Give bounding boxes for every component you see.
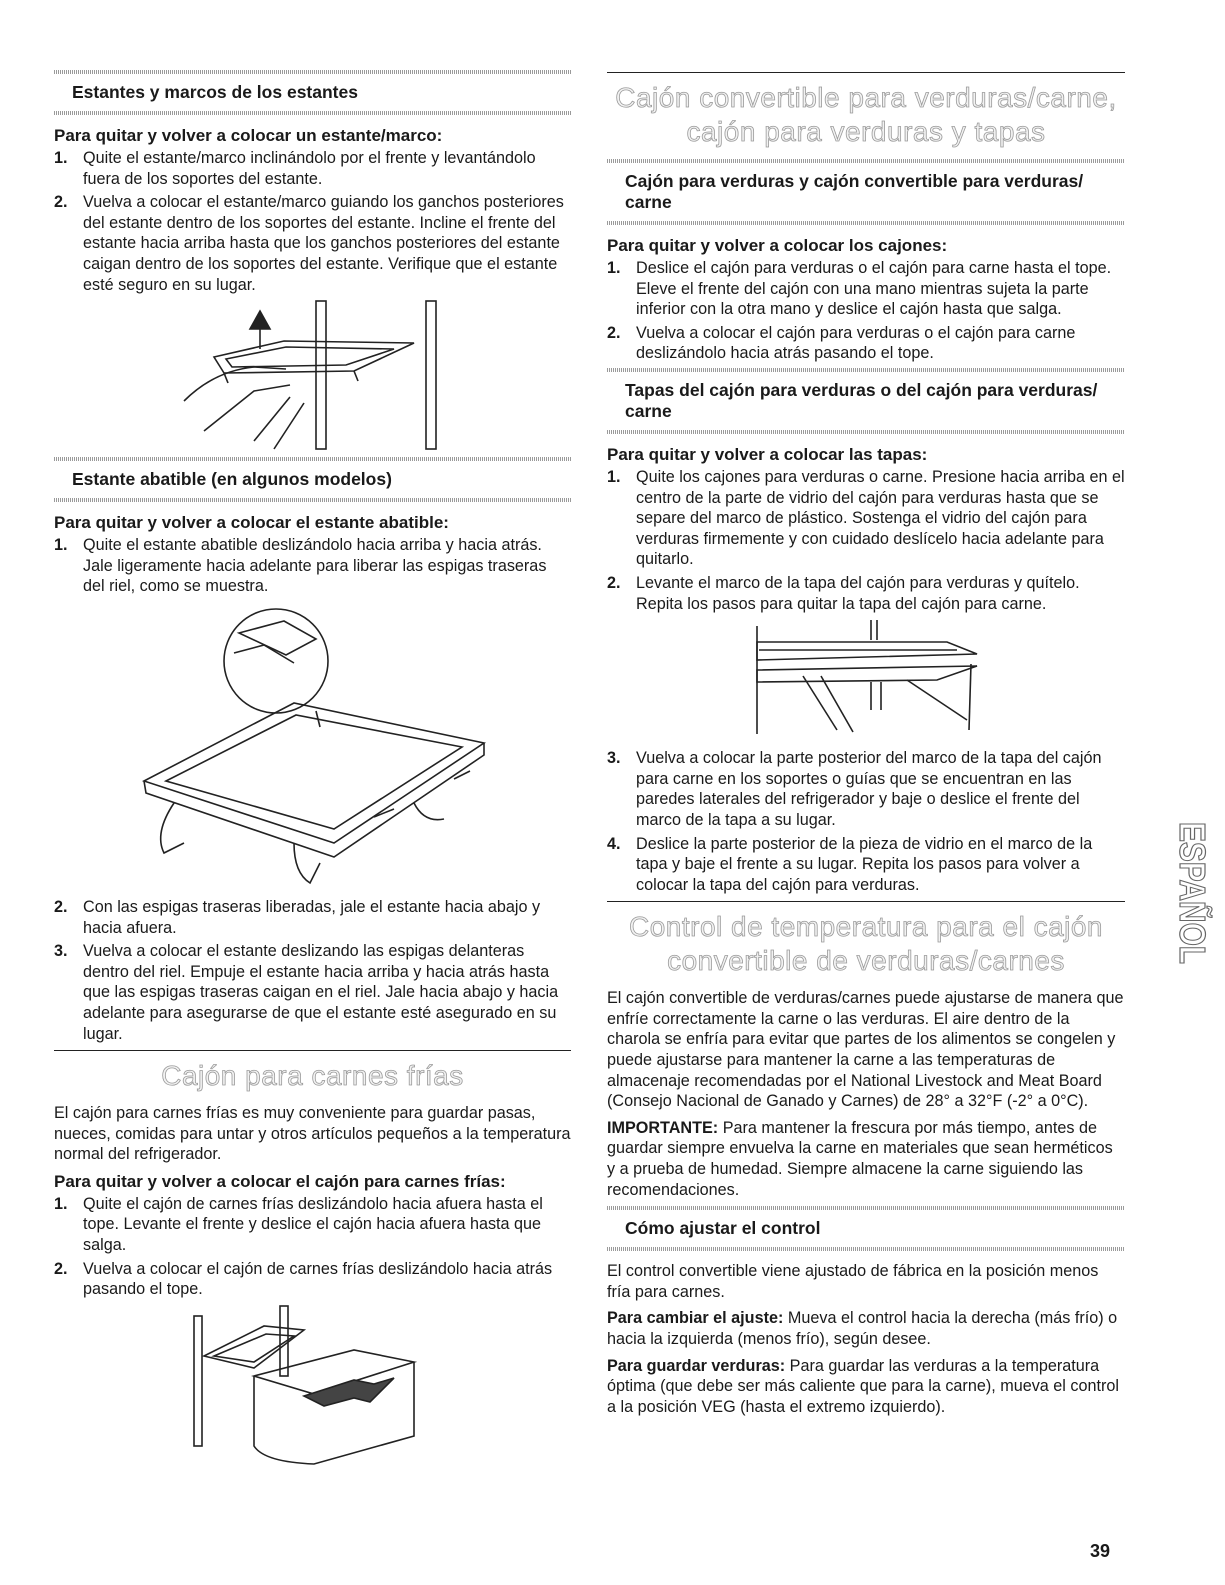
section-heading-box (607, 1206, 1125, 1251)
section-title-temp-control (607, 910, 1125, 978)
task-heading-shelf: Para quitar y volver a colocar un estante/marco: (54, 126, 443, 145)
cover-illustration (607, 620, 1125, 740)
section-heading-box (607, 368, 1125, 434)
title-line: convertible de verduras/carnes (667, 945, 1065, 977)
section-heading-box (54, 70, 571, 115)
section-title-crisper (607, 81, 1125, 149)
steps-flip-shelf-2 (54, 897, 571, 1044)
section-heading-box (607, 159, 1125, 225)
section-rule (607, 72, 1125, 73)
paragraph: El cajón para carnes frías es muy conveniente para guardar pasas, nueces, comidas para untar y otros artículos pequeños a la temperatura normal del refrigerador. (54, 1104, 571, 1164)
figure-cover-removal (607, 620, 1125, 740)
list-item: 2. Vuelva a colocar el estante/marco guiando los ganchos posteriores del estante dentro de los soportes del estante. Incline el frente del estante hacia arriba hasta que los ganchos posteriores del estante caigan dentro de los soportes del estante. Verifique que el estante esté seguro en su lugar. (54, 193, 564, 294)
section-rule (54, 1050, 571, 1051)
task-heading-covers: Para quitar y volver a colocar las tapas: (607, 444, 928, 464)
shelf-illustration (54, 301, 571, 449)
section-title-deli-drawer: Cajón para carnes frías (161, 1060, 464, 1092)
paragraph: El cajón convertible de verduras/carnes puede ajustarse de manera que enfríe correctamente la carne o las verduras. El aire dentro de la charola se enfría para evitar que partes de los alimentos se congelen y puede ajustarse para mantener la carne a las temperaturas de almacenaje recomendadas por el National Livestock and Meat Board (Consejo Nacional de Ganado y Carnes) de 28° a 32°F (-2° a 0°C). (607, 989, 1124, 1111)
list-item: 2. Con las espigas traseras liberadas, jale el estante hacia abajo y hacia afuera. (54, 897, 541, 937)
section-heading-covers: Tapas del cajón para verduras o del cajón para verduras/ carne (625, 379, 1098, 421)
section-heading-drawers: Cajón para verduras y cajón convertible para verduras/ carne (625, 171, 1084, 212)
list-item: 3. Vuelva a colocar el estante deslizando las espigas delanteras dentro del riel. Empuje el estante hacia arriba y hacia atrás hasta que las espigas traseras caigan en el riel. Jale hacia abajo y hacia adelante para asegurarse de que el estante esté asegurado en su lugar. (54, 942, 559, 1043)
title-line: Control de temperatura para el cajón (628, 911, 1104, 943)
list-item: 2. Vuelva a colocar el cajón para verduras o el cajón para carne deslizándolo hacia atrás pasando el tope. (607, 323, 1076, 363)
list-item: 1. Quite el estante/marco inclinándolo por el frente y levantándolo fuera de los soportes del estante. (54, 149, 536, 188)
paragraph-change-setting: Para cambiar el ajuste: Mueva el control hacia la derecha (más frío) o hacia la izquierda (menos frío), según desee. (607, 1309, 1118, 1348)
steps-drawers (607, 258, 1125, 364)
language-tab-label: ESPAÑOL (1172, 822, 1213, 994)
paragraph: El control convertible viene ajustado de fábrica en la posición menos fría para carnes. (607, 1262, 1099, 1301)
list-item: 2. Levante el marco de la tapa del cajón para verduras y quítelo. Repita los pasos para quitar la tapa del cajón para carne. (607, 573, 1080, 613)
list-item: 3. Vuelva a colocar la parte posterior del marco de la tapa del cajón para carne en los soportes o guías que se encuentran en las paredes laterales del refrigerador y baje o deslice el frente del marco de la tapa a su lugar. (607, 749, 1102, 829)
title-line: cajón para verduras y tapas (686, 116, 1046, 147)
paragraph-store-vegetables: Para guardar verduras: Para guardar las verduras a la temperatura óptima (que debe ser más caliente que para la carne), mueva el control a la posición VEG (hasta el extremo izquierdo). (607, 1356, 1119, 1416)
task-heading-drawers: Para quitar y volver a colocar los cajones: (607, 236, 948, 255)
paragraph-important: IMPORTANTE: Para mantener la frescura por más tiempo, antes de guardar siempre envuelva la carne en materiales que sean herméticos y a prueba de humedad. Siempre almacene la carne siguiendo las recomendaciones. (607, 1118, 1113, 1199)
steps-flip-shelf-1 (54, 535, 571, 597)
figure-shelf-removal (54, 301, 571, 449)
list-item: 1. Quite los cajones para verduras o carne. Presione hacia arriba en el centro de la parte de vidrio del cajón para verduras hasta que se separe del marco de plástico. Sostenga el vidrio del cajón para verduras firmemente y con cuidado deslícelo hacia adelante para quitarlo. (607, 467, 1125, 569)
list-item: 1. Quite el cajón de carnes frías deslizándolo hacia afuera hasta el tope. Levante el frente y deslice el cajón hacia afuera hasta que salga. (54, 1194, 543, 1255)
list-item: 1. Deslice el cajón para verduras o el cajón para carne hasta el tope. Eleve el frente del cajón con una mano mientras sujeta la parte inferior con la otra mano y deslice el cajón hasta que salga. (607, 259, 1112, 319)
steps-shelf (54, 148, 571, 295)
steps-covers-2 (607, 748, 1125, 895)
task-heading-deli-drawer: Para quitar y volver a colocar el cajón para carnes frías: (54, 1171, 506, 1191)
page-number: 39 (1090, 1541, 1111, 1561)
right-column (607, 66, 1125, 1423)
section-heading-adjust-control: Cómo ajustar el control (625, 1218, 821, 1239)
list-item: 1. Quite el estante abatible deslizándolo hacia arriba y hacia atrás. Jale ligeramente hacia adelante para liberar las espigas traseras del riel, como se muestra. (54, 536, 547, 596)
section-rule (607, 901, 1125, 902)
language-side-tab (1148, 818, 1213, 994)
steps-deli-drawer (54, 1194, 571, 1300)
figure-flip-shelf (54, 603, 571, 889)
task-heading-flip-shelf: Para quitar y volver a colocar el estante abatible: (54, 513, 449, 533)
deli-drawer-illustration (54, 1306, 571, 1466)
section-heading-box (54, 457, 571, 502)
section-heading-flip-shelf: Estante abatible (en algunos modelos) (72, 469, 392, 490)
figure-deli-drawer (54, 1306, 571, 1466)
flip-shelf-illustration (54, 603, 571, 889)
section-heading-shelves: Estantes y marcos de los estantes (72, 82, 358, 102)
steps-covers-1 (607, 467, 1125, 614)
list-item: 4. Deslice la parte posterior de la pieza de vidrio en el marco de la tapa y baje el frente a su lugar. Repita los pasos para volver a colocar la tapa del cajón para verduras. (607, 834, 1093, 894)
left-column (54, 66, 571, 1474)
list-item: 2. Vuelva a colocar el cajón de carnes frías deslizándolo hacia atrás pasando el tope. (54, 1259, 553, 1299)
title-line: Cajón convertible para verduras/carne, (615, 82, 1117, 113)
